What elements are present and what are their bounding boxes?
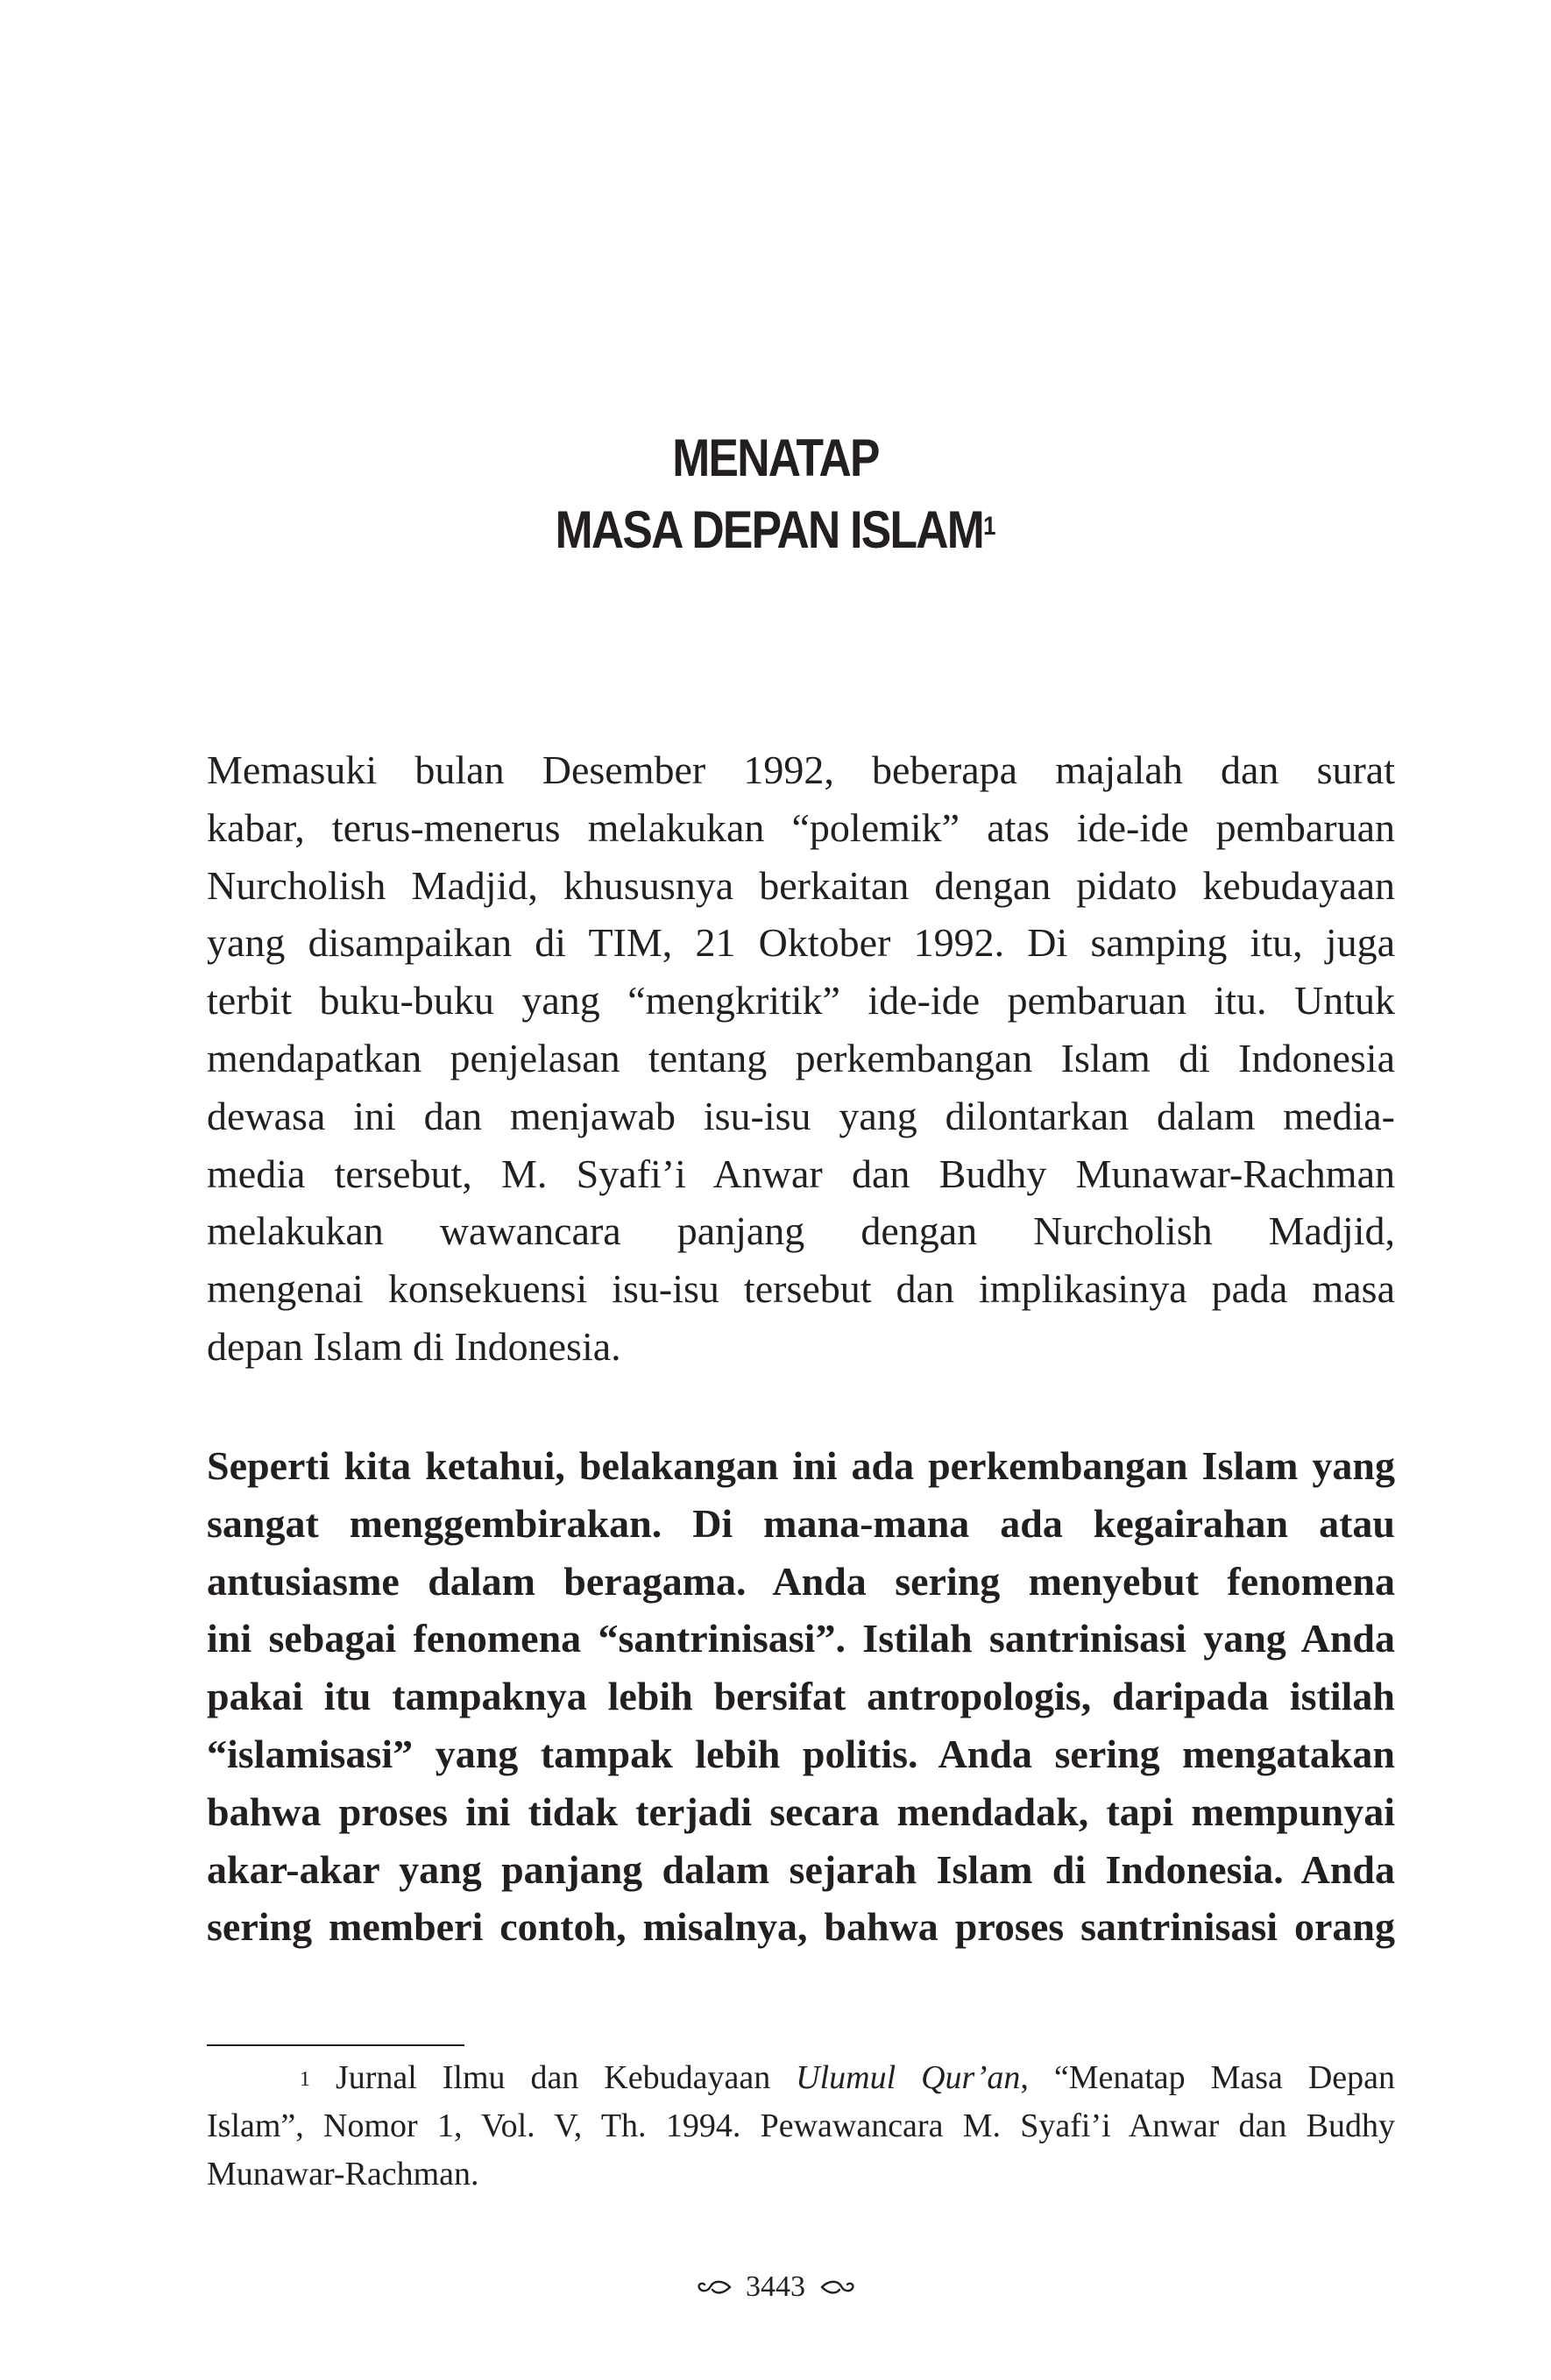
chapter-title-line-2-text: MASA DEPAN ISLAM bbox=[555, 500, 984, 559]
footnote-separator bbox=[207, 2044, 464, 2046]
intro-paragraph bbox=[207, 741, 1395, 1376]
question-line: sering memberi contoh, misalnya, bahwa proses santrinisasi orang bbox=[207, 1904, 1395, 1950]
title-footnote-marker[interactable]: 1 bbox=[983, 512, 996, 541]
question-line: bahwa proses ini tidak terjadi secara mendadak, tapi mempunyai bbox=[207, 1789, 1395, 1834]
question-line: “islamisasi” yang tampak lebih politis. Anda sering mengatakan bbox=[207, 1731, 1395, 1776]
footnote-marker: 1 bbox=[300, 2068, 310, 2091]
intro-line: mendapatkan penjelasan tentang perkembangan Islam di Indonesia bbox=[207, 1035, 1395, 1080]
footnote-line-3: Munawar-Rachman. bbox=[207, 2156, 479, 2192]
intro-line: mengenai konsekuensi isu-isu tersebut dan implikasinya pada masa bbox=[207, 1266, 1395, 1312]
intro-line: Nurcholish Madjid, khususnya berkaitan dengan pidato kebudayaan bbox=[207, 862, 1395, 908]
intro-line: yang disampaikan di TIM, 21 Oktober 1992. Di samping itu, juga bbox=[207, 920, 1395, 966]
chapter-title-line-2 bbox=[109, 494, 1442, 566]
journal-name: Ulumul Qur’an bbox=[796, 2059, 1021, 2096]
chapter-title-line-1: MENATAP bbox=[672, 429, 879, 487]
question-line: akar-akar yang panjang dalam sejarah Islam di Indonesia. Anda bbox=[207, 1846, 1395, 1892]
footnote-line-2: Islam”, Nomor 1, Vol. V, Th. 1994. Pewawancara M. Syafi’i Anwar dan Budhy bbox=[207, 2107, 1395, 2144]
question-line: antusiasme dalam beragama. Anda sering menyebut fenomena bbox=[207, 1558, 1395, 1604]
question-line: Seperti kita ketahui, belakangan ini ada perkembangan Islam yang bbox=[207, 1443, 1395, 1488]
intro-line: melakukan wawancara panjang dengan Nurcholish Madjid, bbox=[207, 1208, 1395, 1254]
intro-line: dewasa ini dan menjawab isu-isu yang dilontarkan dalam media- bbox=[207, 1093, 1395, 1138]
page-number: 3443 bbox=[746, 2270, 805, 2303]
question-line: sangat menggembirakan. Di mana-mana ada kegairahan atau bbox=[207, 1500, 1395, 1546]
intro-line: media tersebut, M. Syafi’i Anwar dan Budhy Munawar-Rachman bbox=[207, 1151, 1395, 1196]
intro-line: terbit buku-buku yang “mengkritik” ide-ide pembaruan itu. Untuk bbox=[207, 978, 1395, 1024]
ornament-left-icon bbox=[697, 2271, 732, 2306]
chapter-title bbox=[109, 422, 1442, 566]
intro-line: Memasuki bulan Desember 1992, beberapa majalah dan surat bbox=[207, 747, 1395, 792]
question-line: ini sebagai fenomena “santrinisasi”. Istilah santrinisasi yang Anda bbox=[207, 1616, 1395, 1661]
footnote bbox=[207, 2054, 1395, 2199]
intro-line: depan Islam di Indonesia. bbox=[207, 1323, 621, 1369]
footnote-text-b: , “Menatap Masa Depan bbox=[1020, 2059, 1396, 2096]
page-footer bbox=[0, 2270, 1551, 2306]
question-line: pakai itu tampaknya lebih bersifat antropologis, daripada istilah bbox=[207, 1674, 1395, 1719]
interview-question-paragraph bbox=[207, 1437, 1395, 1956]
footnote-text-a: Jurnal Ilmu dan Kebudayaan bbox=[335, 2059, 797, 2096]
intro-line: kabar, terus-menerus melakukan “polemik” atas ide-ide pembaruan bbox=[207, 804, 1395, 850]
ornament-right-icon bbox=[820, 2271, 855, 2306]
footnote-line-1 bbox=[207, 2054, 1395, 2102]
